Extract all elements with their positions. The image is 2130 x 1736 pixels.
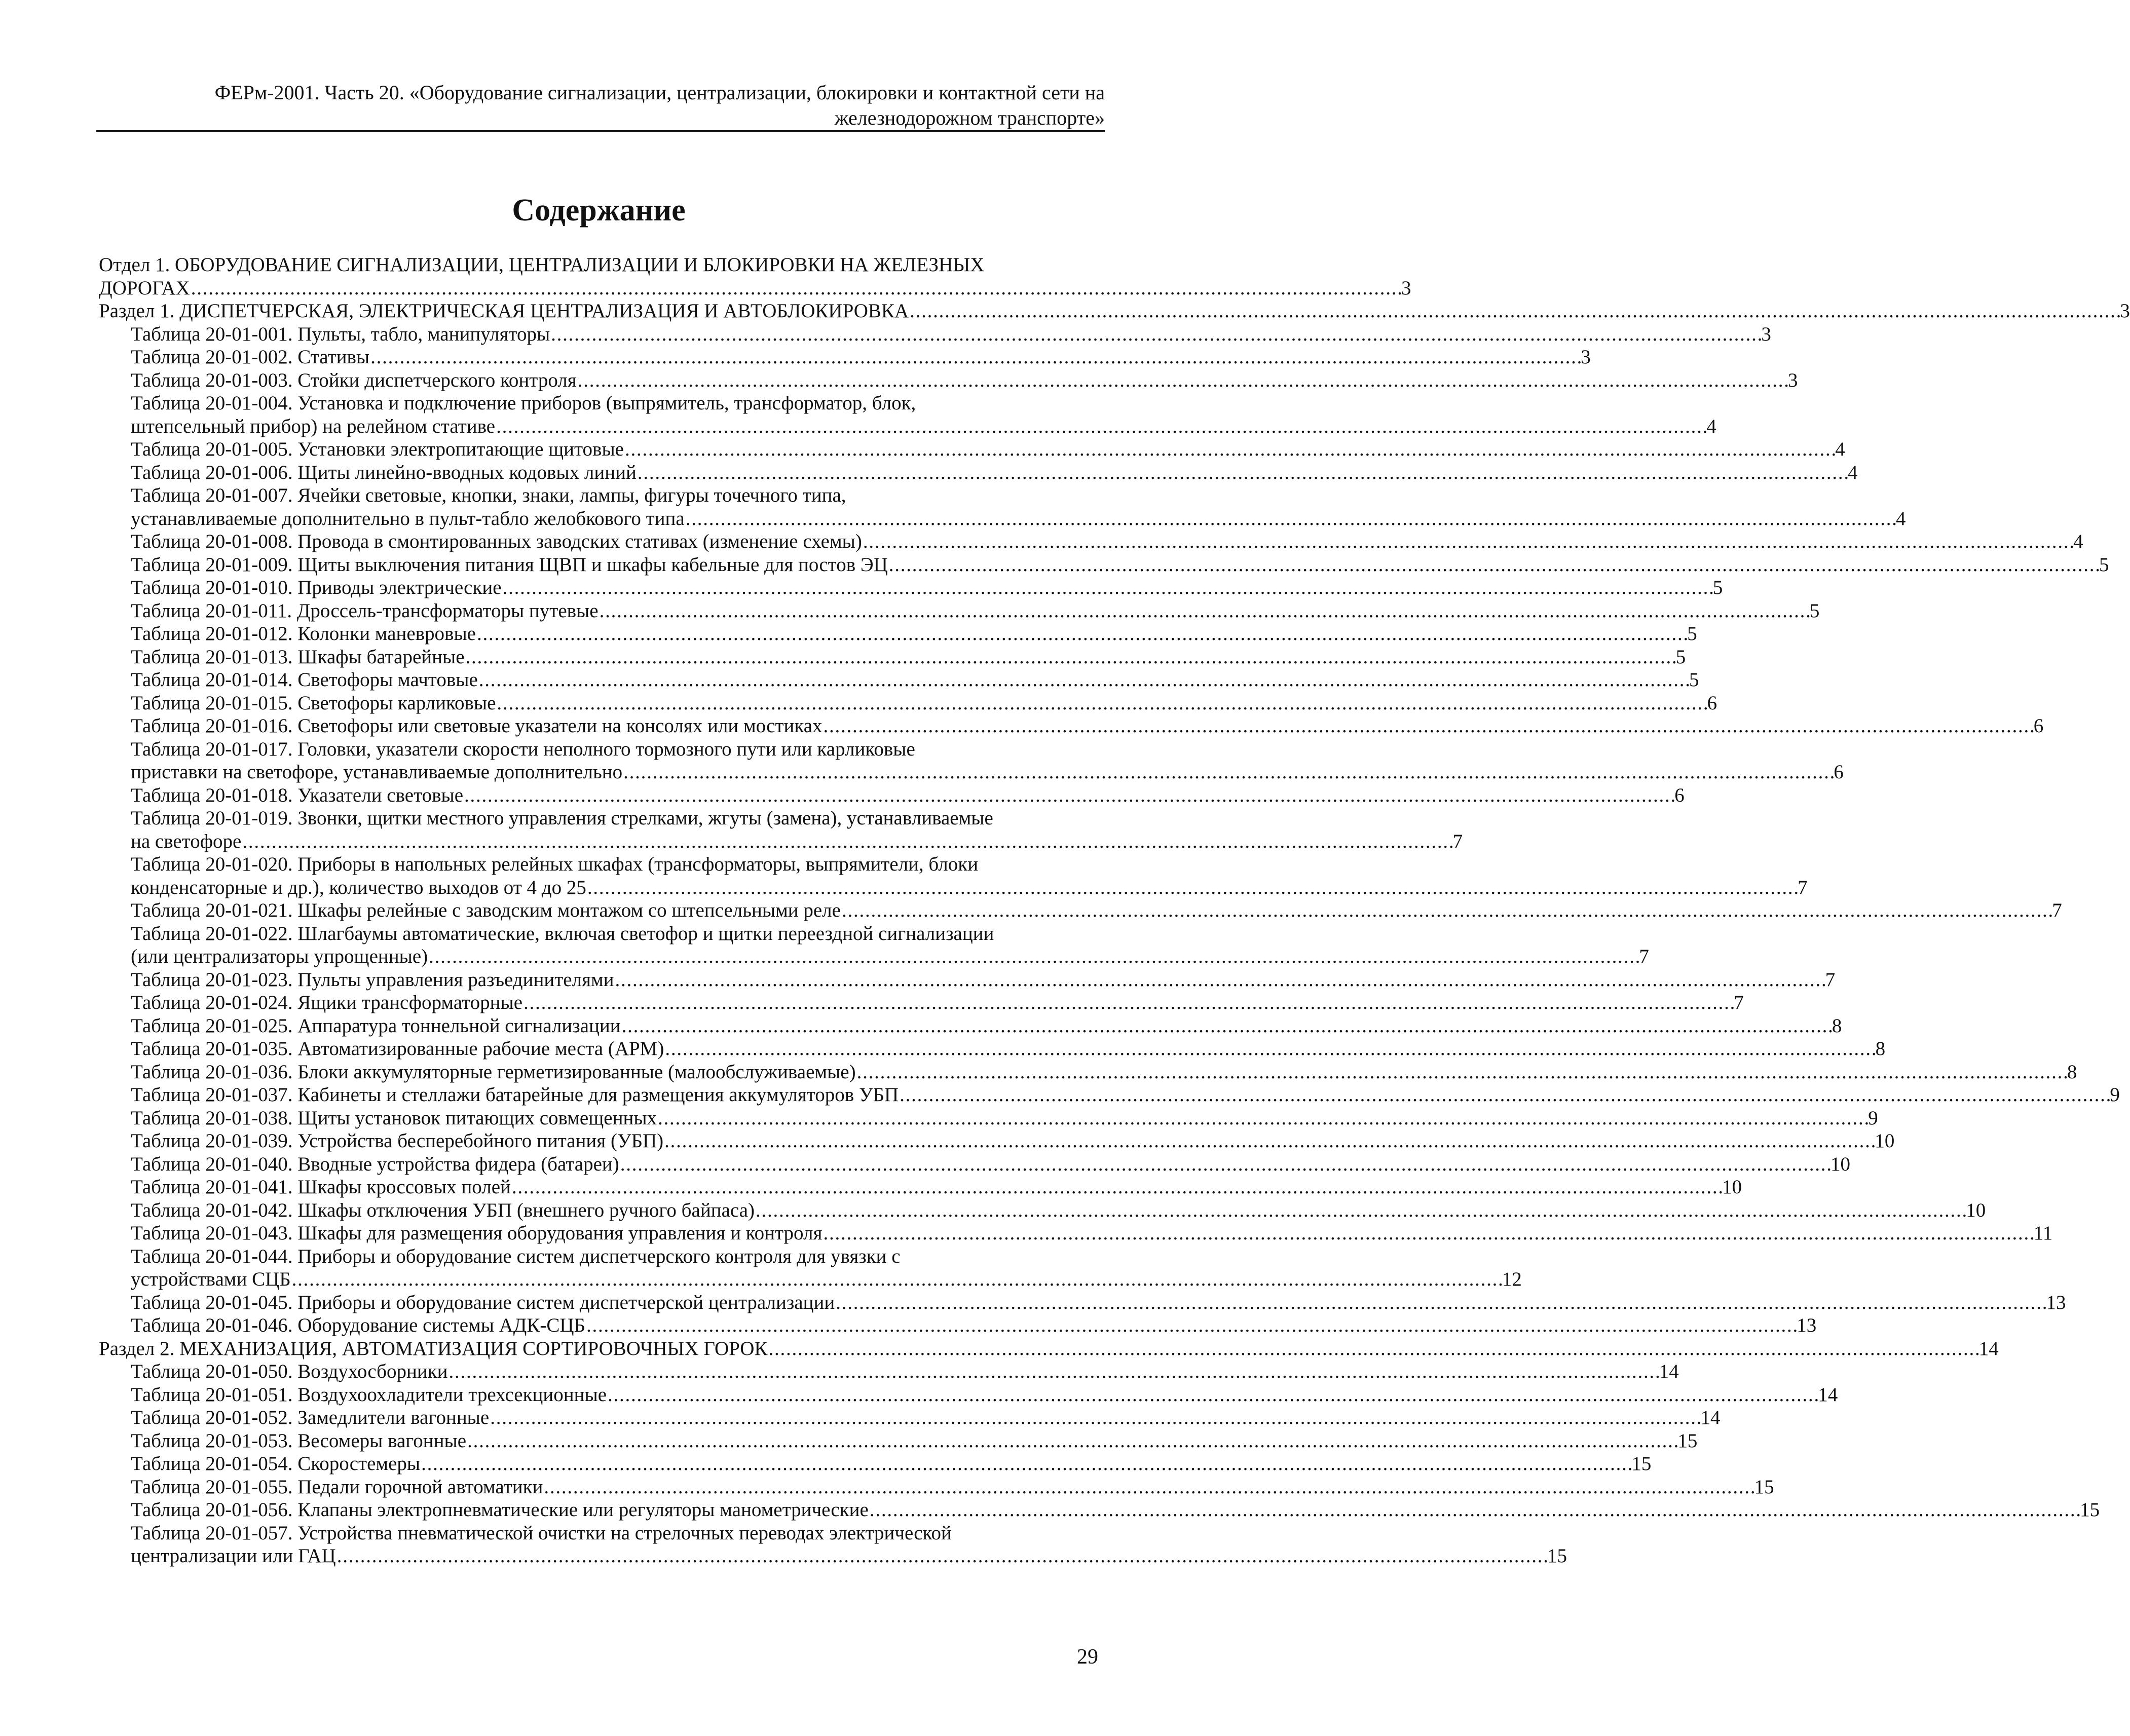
toc-page-number: 4 — [1895, 507, 1906, 530]
dot-leader — [664, 1129, 1874, 1153]
toc-page-number: 6 — [1707, 692, 1717, 714]
toc-page-number: 7 — [1825, 968, 1836, 991]
toc-page-number: 14 — [1978, 1337, 1999, 1360]
dot-leader — [421, 1452, 1630, 1476]
dot-leader — [242, 830, 1451, 853]
dot-leader — [900, 1083, 2109, 1107]
dot-leader — [658, 1107, 1867, 1130]
toc-page-number: 14 — [1659, 1361, 1679, 1382]
toc-page-number: 15 — [1547, 1545, 1567, 1567]
toc-entry-text: Таблица 20-01-038. Щиты установок питающих совмещенных — [131, 1107, 657, 1129]
toc-page-number: 5 — [1809, 599, 1820, 622]
toc-page-number: 3 — [2120, 300, 2130, 322]
running-header-line-2: железнодорожном транспорте» — [834, 106, 1105, 129]
toc-entry-text: Таблица 20-01-057. Устройства пневматической очистки на стрелочных переводах электрической — [131, 1522, 952, 1544]
toc-entry-text: Таблица 20-01-021. Шкафы релейные с заводским монтажом со штепсельными реле — [131, 899, 841, 921]
dot-leader — [870, 1498, 2079, 1522]
toc-table-entry[interactable] — [99, 991, 1744, 1014]
toc-table-entry[interactable] — [99, 784, 1685, 807]
dot-leader — [863, 530, 2072, 553]
toc-table-entry[interactable] — [99, 323, 1771, 346]
toc-entry-text: приставки на светофоре, устанавливаемые дополнительно — [131, 761, 623, 783]
toc-page-number: 11 — [2033, 1222, 2053, 1244]
toc-page-number: 7 — [1734, 992, 1744, 1013]
toc-entry-text: Таблица 20-01-054. Скоростемеры — [131, 1453, 421, 1475]
toc-page-number: 14 — [1700, 1407, 1721, 1428]
toc-table-entry[interactable] — [99, 1014, 1842, 1038]
toc-entry-text: Таблица 20-01-009. Щиты выключения питания ЩВП и шкафы кабельные для постов ЭЦ — [131, 553, 888, 576]
toc-entry-text: ДОРОГАХ — [99, 277, 190, 299]
toc-entry-text: Таблица 20-01-015. Светофоры карликовые — [131, 692, 496, 714]
dot-leader — [496, 415, 1705, 438]
dot-leader — [587, 876, 1797, 899]
dot-leader — [503, 576, 1712, 599]
toc-entry-text: Таблица 20-01-045. Приборы и оборудование систем диспетчерской централизации — [131, 1291, 835, 1313]
toc-table-entry[interactable] — [99, 668, 1699, 692]
toc-page-number: 10 — [1722, 1176, 1742, 1198]
toc-entry-text: Таблица 20-01-018. Указатели световые — [131, 784, 464, 806]
toc-page-number: 6 — [1834, 761, 1844, 783]
toc-page-number: 3 — [1761, 323, 1771, 345]
toc-page-number: 9 — [2110, 1084, 2120, 1106]
toc-page-number: 15 — [1677, 1429, 1698, 1452]
toc-page-number: 7 — [1452, 830, 1463, 852]
toc-entry-text: Таблица 20-01-055. Педали горочной автоматики — [131, 1476, 543, 1498]
dot-leader — [337, 1544, 1546, 1568]
toc-page-number: 3 — [1581, 346, 1591, 368]
toc-entry-text: (или централизаторы упрощенные) — [131, 946, 428, 967]
toc-entry-text: Таблица 20-01-023. Пульты управления разъединителями — [131, 968, 614, 991]
dot-leader — [191, 277, 1400, 300]
toc-entry-text: Таблица 20-01-051. Воздухоохладители трехсекционные — [131, 1383, 607, 1406]
toc-table-entry[interactable] — [99, 738, 1844, 784]
toc-section-entry[interactable] — [99, 1337, 1999, 1361]
toc-entry-text: Таблица 20-01-036. Блоки аккумуляторные герметизированные (малообслуживаемые) — [131, 1061, 856, 1083]
toc-entry-text: Таблица 20-01-003. Стойки диспетчерского контроля — [131, 369, 577, 391]
toc-table-entry[interactable] — [99, 1476, 1774, 1499]
toc-table-entry[interactable] — [99, 1107, 1878, 1130]
toc-entry-text: Таблица 20-01-010. Приводы электрические — [131, 577, 502, 598]
toc-page-number: 13 — [1797, 1314, 1817, 1336]
toc-table-entry[interactable] — [99, 692, 1717, 715]
toc-entry-text: Таблица 20-01-025. Аппаратура тоннельной сигнализации — [131, 1014, 621, 1037]
toc-page-number: 3 — [1787, 369, 1798, 391]
toc-entry-text: на светофоре — [131, 830, 242, 852]
dot-leader — [889, 553, 2098, 577]
toc-entry-text: Таблица 20-01-002. Стативы — [131, 346, 370, 368]
toc-table-entry[interactable] — [99, 1314, 1817, 1337]
toc-table-entry[interactable] — [99, 899, 2062, 922]
dot-leader — [370, 346, 1580, 369]
toc-table-entry[interactable] — [99, 1037, 1886, 1061]
dot-leader — [823, 1222, 2032, 1245]
toc-table-entry[interactable] — [99, 392, 1716, 438]
dot-leader — [623, 761, 1833, 784]
toc-table-entry[interactable] — [99, 438, 1845, 461]
toc-table-entry[interactable] — [99, 1176, 1742, 1199]
toc-entry-text: Таблица 20-01-014. Светофоры мачтовые — [131, 669, 478, 691]
dot-leader — [836, 1291, 2045, 1314]
toc-table-entry[interactable] — [99, 646, 1686, 669]
toc-page-number: 8 — [1875, 1038, 1886, 1060]
toc-table-entry[interactable] — [99, 853, 1808, 899]
toc-table-entry[interactable] — [99, 1153, 1851, 1176]
dot-leader — [544, 1476, 1753, 1499]
toc-page-number: 5 — [1675, 646, 1686, 668]
toc-table-entry[interactable] — [99, 461, 1858, 484]
dot-leader — [586, 1314, 1796, 1337]
page-number: 29 — [1077, 1645, 1098, 1669]
dot-leader — [429, 945, 1638, 968]
toc-entry-text: централизации или ГАЦ — [131, 1545, 336, 1567]
dot-leader — [600, 599, 1809, 623]
toc-entry-text: устанавливаемые дополнительно в пульт-табло желобкового типа — [131, 507, 685, 530]
dot-leader — [512, 1176, 1721, 1199]
dot-leader — [686, 507, 1895, 531]
toc-page-number: 4 — [1706, 415, 1716, 437]
toc-table-entry[interactable] — [99, 1429, 1698, 1453]
toc-entry-text: Таблица 20-01-024. Ящики трансформаторные — [131, 992, 523, 1013]
toc-entry-text: Таблица 20-01-006. Щиты линейно-вводных кодовых линий — [131, 461, 637, 483]
toc-table-entry[interactable] — [99, 553, 2109, 577]
dot-leader — [524, 991, 1733, 1014]
toc-page-number: 6 — [1674, 784, 1685, 806]
toc-table-entry[interactable] — [99, 1129, 1895, 1153]
toc-entry-text: Таблица 20-01-022. Шлагбаумы автоматические, включая светофор и щитки переездной сигнализации — [131, 922, 994, 945]
toc-entry-text: Таблица 20-01-016. Светофоры или световые указатели на консолях или мостиках — [131, 715, 823, 737]
toc-section-entry[interactable] — [99, 253, 1411, 299]
dot-leader — [479, 668, 1688, 692]
dot-leader — [622, 1014, 1831, 1038]
toc-page-number: 8 — [2067, 1061, 2077, 1083]
toc-entry-text: Таблица 20-01-056. Клапаны электропневматические или регуляторы манометрические — [131, 1499, 869, 1521]
toc-page-number: 9 — [1868, 1107, 1878, 1129]
toc-entry-text: Таблица 20-01-035. Автоматизированные рабочие места (АРМ) — [131, 1038, 664, 1060]
toc-page-number: 13 — [2046, 1291, 2066, 1313]
dot-leader — [857, 1061, 2066, 1084]
dot-leader — [497, 692, 1706, 715]
toc-entry-text: Таблица 20-01-005. Установки электропитающие щитовые — [131, 438, 624, 460]
toc-entry-text: устройствами СЦБ — [131, 1268, 291, 1290]
toc-page-number: 5 — [1689, 669, 1699, 691]
toc-table-entry[interactable] — [99, 807, 1463, 853]
toc-table-entry[interactable] — [99, 1222, 2053, 1245]
running-header-line-1: ФЕРм-2001. Часть 20. «Оборудование сигнализации, централизации, блокировки и контактной сети на — [214, 81, 1105, 104]
dot-leader — [608, 1383, 1817, 1407]
toc-table-entry[interactable] — [99, 369, 1798, 392]
dot-leader — [625, 438, 1834, 461]
toc-entry-text: Таблица 20-01-001. Пульты, табло, манипуляторы — [131, 323, 550, 345]
toc-table-entry[interactable] — [99, 346, 1591, 369]
toc-entry-text: Таблица 20-01-039. Устройства бесперебойного питания (УБП) — [131, 1130, 664, 1152]
dot-leader — [638, 461, 1847, 484]
toc-table-entry[interactable] — [99, 1498, 2100, 1522]
toc-table-entry[interactable] — [99, 1522, 1567, 1568]
toc-table-entry[interactable] — [99, 599, 1820, 623]
toc-table-entry[interactable] — [99, 922, 1649, 968]
dot-leader — [665, 1037, 1874, 1061]
toc-page-number: 5 — [2099, 553, 2109, 576]
toc-page-number: 15 — [2080, 1499, 2100, 1521]
toc-page-number: 14 — [1818, 1383, 1838, 1406]
dot-leader — [449, 1360, 1658, 1383]
toc-entry-text: Таблица 20-01-044. Приборы и оборудование систем диспетчерского контроля для увязки с — [131, 1245, 901, 1267]
toc-table-entry[interactable] — [99, 1406, 1721, 1429]
running-header — [96, 80, 1105, 131]
toc-table-entry[interactable] — [99, 1360, 1679, 1383]
toc-page-number: 7 — [1798, 876, 1808, 898]
toc-page-number: 4 — [2073, 531, 2083, 552]
toc-entry-text: Таблица 20-01-040. Вводные устройства фидера (батареи) — [131, 1153, 619, 1175]
dot-leader — [824, 714, 2033, 738]
toc-section-entry[interactable] — [99, 299, 2130, 323]
dot-leader — [292, 1268, 1501, 1291]
toc-page-number: 5 — [1687, 623, 1697, 645]
toc-table-entry[interactable] — [99, 1383, 1838, 1407]
toc-page-number: 10 — [1966, 1199, 1986, 1221]
page-title: Содержание — [512, 193, 686, 228]
toc-entry-text: Раздел 2. МЕХАНИЗАЦИЯ, АВТОМАТИЗАЦИЯ СОРТИРОВОЧНЫХ ГОРОК — [99, 1337, 768, 1360]
dot-leader — [551, 323, 1760, 346]
dot-leader — [578, 369, 1787, 392]
toc-entry-text: Таблица 20-01-020. Приборы в напольных релейных шкафах (трансформаторы, выпрямители, блоки — [131, 853, 979, 875]
toc-entry-text: Таблица 20-01-041. Шкафы кроссовых полей — [131, 1176, 511, 1198]
toc-entry-text: Таблица 20-01-019. Звонки, щитки местного управления стрелками, жгуты (замена), устанавливаемые — [131, 807, 993, 829]
toc-entry-text: Таблица 20-01-050. Воздухосборники — [131, 1361, 448, 1382]
toc-table-entry[interactable] — [99, 484, 1906, 530]
toc-page-number: 7 — [2052, 899, 2062, 921]
dot-leader — [756, 1199, 1965, 1222]
toc-page-number: 10 — [1875, 1130, 1895, 1152]
toc-page-number: 15 — [1754, 1476, 1774, 1498]
toc-entry-text: Таблица 20-01-052. Замедлители вагонные — [131, 1407, 490, 1428]
toc-entry-text: Таблица 20-01-043. Шкафы для размещения оборудования управления и контроля — [131, 1222, 823, 1244]
toc-table-entry[interactable] — [99, 1245, 1522, 1291]
dot-leader — [477, 622, 1686, 646]
dot-leader — [769, 1337, 1978, 1361]
toc-table-entry[interactable] — [99, 1452, 1652, 1476]
dot-leader — [467, 1429, 1676, 1453]
dot-leader — [620, 1153, 1829, 1176]
toc-entry-text: Раздел 1. ДИСПЕТЧЕРСКАЯ, ЭЛЕКТРИЧЕСКАЯ ЦЕНТРАЛИЗАЦИЯ И АВТОБЛОКИРОВКА — [99, 300, 909, 322]
toc-page-number: 5 — [1712, 577, 1723, 598]
toc-page-number: 8 — [1832, 1014, 1842, 1037]
dot-leader — [842, 899, 2051, 922]
dot-leader — [466, 646, 1675, 669]
toc-table-entry[interactable] — [99, 968, 1836, 992]
toc-entry-text: Таблица 20-01-053. Весомеры вагонные — [131, 1429, 467, 1452]
toc-page-number: 3 — [1401, 277, 1411, 299]
header-divider — [96, 130, 1105, 132]
toc-table-entry[interactable] — [99, 1291, 2066, 1314]
toc-page-number: 10 — [1830, 1153, 1851, 1175]
toc-entry-text: Таблица 20-01-017. Головки, указатели скорости неполного тормозного пути или карликовые — [131, 738, 915, 760]
dot-leader — [490, 1406, 1699, 1429]
toc-table-entry[interactable] — [99, 1199, 1986, 1222]
toc-table-entry[interactable] — [99, 1083, 2120, 1107]
toc-table-entry[interactable] — [99, 714, 2044, 738]
toc-page-number: 4 — [1848, 461, 1858, 483]
toc-entry-text: Таблица 20-01-013. Шкафы батарейные — [131, 646, 465, 668]
toc-entry-text: Таблица 20-01-042. Шкафы отключения УБП (внешнего ручного байпаса) — [131, 1199, 755, 1221]
toc-page-number: 12 — [1502, 1268, 1522, 1290]
toc-page-number: 6 — [2033, 715, 2044, 737]
toc-table-entry[interactable] — [99, 576, 1723, 599]
toc-table-entry[interactable] — [99, 622, 1697, 646]
toc-entry-text: Таблица 20-01-046. Оборудование системы АДК-СЦБ — [131, 1314, 585, 1336]
toc-entry-text: Таблица 20-01-004. Установка и подключение приборов (выпрямитель, трансформатор, блок, — [131, 392, 916, 414]
toc-entry-text: Таблица 20-01-037. Кабинеты и стеллажи батарейные для размещения аккумуляторов УБП — [131, 1084, 899, 1106]
toc-entry-text: Таблица 20-01-012. Колонки маневровые — [131, 623, 476, 645]
toc-entry-text: Отдел 1. ОБОРУДОВАНИЕ СИГНАЛИЗАЦИИ, ЦЕНТРАЛИЗАЦИИ И БЛОКИРОВКИ НА ЖЕЛЕЗНЫХ — [99, 254, 985, 276]
dot-leader — [464, 784, 1673, 807]
toc-table-entry[interactable] — [99, 1061, 2077, 1084]
toc-page-number: 7 — [1639, 946, 1649, 967]
dot-leader — [615, 968, 1824, 992]
toc-entry-text: конденсаторные и др.), количество выходов от 4 до 25 — [131, 876, 586, 898]
dot-leader — [910, 299, 2119, 323]
toc-entry-text: Таблица 20-01-011. Дроссель-трансформаторы путевые — [131, 599, 599, 622]
toc-entry-text: штепсельный прибор) на релейном стативе — [131, 415, 496, 437]
toc-page-number: 4 — [1835, 438, 1845, 460]
table-of-contents — [99, 253, 2130, 1568]
toc-entry-text: Таблица 20-01-008. Провода в смонтированных заводских стативах (изменение схемы) — [131, 531, 862, 552]
toc-page-number: 15 — [1631, 1453, 1652, 1475]
toc-table-entry[interactable] — [99, 530, 2083, 553]
toc-entry-text: Таблица 20-01-007. Ячейки световые, кнопки, знаки, лампы, фигуры точечного типа, — [131, 484, 846, 506]
